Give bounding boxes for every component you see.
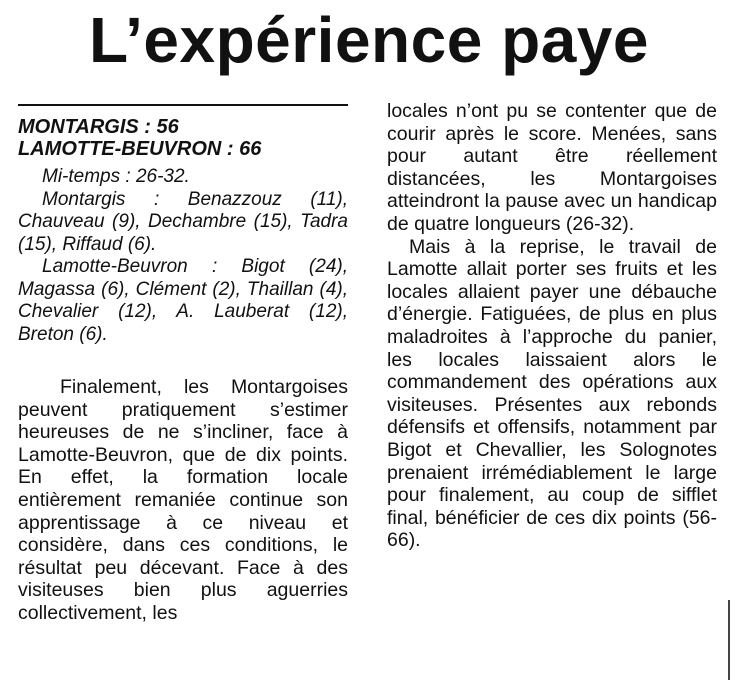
column-rule <box>18 104 348 106</box>
home-players: Montargis : Benazzouz (11), Chauveau (9), Dechambre (15), Tadra (15), Riffaud (6). <box>18 188 348 255</box>
away-players: Lamotte-Beuvron : Bigot (24), Magassa (6), Clément (2), Thaillan (4), Chevalier (12), A. Lauberat (12), Breton (6). <box>18 256 348 345</box>
article-paragraph-2: Mais à la reprise, le travail de Lamotte allait porter ses fruits et les locales allaient payer une débauche d’énergie. Fatiguées, de plus en plus maladroites à l’approche du panier, les locales laissaient alors le commandement des opérations aux visiteuses. Présentes aux rebonds défensifs et offensifs, notamment par Bigot et Chevallier, les Solognotes prenaient irrémédiablement le large pour finalement, au coup de sifflet final, bénéficier de ces dix points (56-66). <box>387 235 717 552</box>
article-paragraph-1-part-2: locales n’ont pu se contenter que de courir après le score. Menées, sans pour autant être réellement distancées, les Montargoises atteindront la pause avec un handicap de quatre longueurs (26-32). <box>387 100 717 235</box>
edge-mark <box>728 600 730 680</box>
away-score: LAMOTTE-BEUVRON : 66 <box>18 138 262 160</box>
headline: L’expérience paye <box>89 4 649 76</box>
article-column-left <box>18 376 348 625</box>
halftime-score: Mi-temps : 26-32. <box>42 166 190 187</box>
stats-box <box>18 166 348 346</box>
home-score: MONTARGIS : 56 <box>18 116 179 138</box>
article-column-right <box>387 100 717 552</box>
score-block <box>18 116 348 160</box>
article-paragraph-1-part-1: Finalement, les Montargoises peuvent pratiquement s’estimer heureuses de ne s’incliner, face à Lamotte-Beuvron, que de dix points. En effet, la formation locale entièrement remaniée continue son apprentissage à ce niveau et considère, dans ces conditions, le résultat peu décevant. Face à des visiteuses bien plus aguerries collectivement, les <box>18 376 348 624</box>
